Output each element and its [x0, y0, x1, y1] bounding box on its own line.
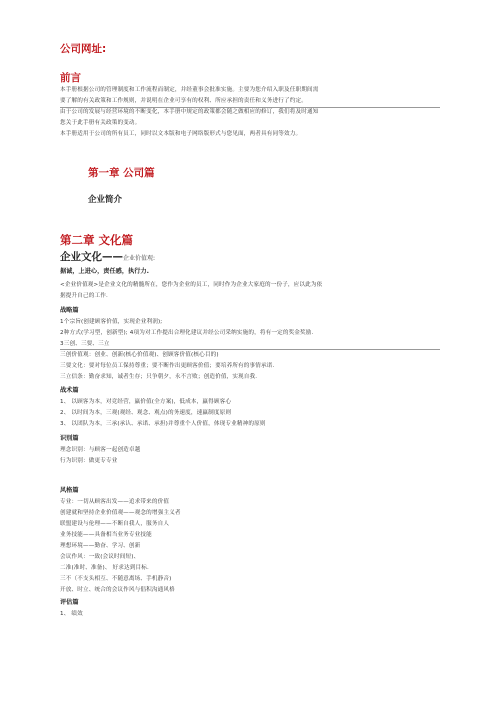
- style-line: 创建就和坚持企业价值观——观念的增强主义者: [60, 510, 181, 516]
- style-line: 联盟建设与伦理——不断自我人，服务自人: [60, 521, 170, 527]
- recognition-title: 识别篇: [60, 435, 79, 442]
- style-line: 开放、时立、统合的会议作风与倡积沟通风格: [60, 587, 175, 593]
- culture-subtitle: 企业价值观:: [123, 255, 156, 262]
- style-title: 风格篇: [60, 487, 79, 494]
- culture-line: 据提升自己的工作.: [60, 293, 108, 299]
- strategy-line: 2种方式(学习型，创新型); 4项为对工作提出合理化建议并经公司采纳实施的，将有一定的奖金奖励.: [60, 330, 314, 336]
- culture-line: <企业价值观>是企业文化的精髓所在，您作为企业的员工，同时作为企业大家庭的一份子，应以此为依: [60, 282, 323, 288]
- style-line: 业务技能——具备相当业务专业技能: [60, 532, 152, 538]
- recognition-line: 理念识别：与顾客一起创造卓越: [60, 447, 141, 453]
- chapter2-title: 第二章 文化篇: [60, 233, 134, 247]
- style-line: 三不（不支头相互、不随意离场、手机静音): [60, 576, 172, 582]
- preface-line: 要了解的有关政策和工作规则，并说明在企业可享有的权利、所应承担的责任和义务进行了约定。: [60, 98, 307, 104]
- divider: [60, 107, 440, 108]
- chapter1-subtitle: 企业简介: [88, 195, 123, 205]
- culture-title-text: 企业文化——: [60, 251, 123, 263]
- preface-title: 前言: [60, 72, 81, 84]
- strategy-line: 三要文化：要对每位员工保持尊重；要不断作出更顾客价值；要培养所有的事情承诺.: [60, 363, 275, 369]
- chapter1-title: 第一章 公司篇: [88, 167, 155, 179]
- style-line: 二准(准时、准备)、 好求达到目标.: [60, 565, 149, 571]
- preface-line: 本手册根据公司的管理制度和工作流程而制定，并经董事会批准实施。主要为您介绍入职及任职期间需: [60, 87, 319, 93]
- strategy-line: 三立信条：勤奋求知，诚者生存；只争朝夕，永不言败；创造价值，实现自我.: [60, 374, 258, 380]
- tactics-line: 3、 以团队为本，三承(承认、承诺、承担)并尊重个人价值，体现专业精神的原则: [60, 421, 266, 427]
- tactics-title: 战术篇: [60, 387, 79, 394]
- tactics-line: 2、 以时间为本，三观(观经、观念、观点)的务速度，速赢制度原则: [60, 410, 232, 416]
- preface-line: 本手册适用于公司的所有员工，同时以文本版和电子网络版形式与您见面，两者具有同等效力。: [60, 131, 302, 137]
- evaluation-line: 1、 绩效: [60, 611, 83, 617]
- strategy-line: 3三创、三要、三立: [60, 341, 110, 347]
- divider: [60, 349, 440, 350]
- preface-line: 您关于此手册有关政策的变动。: [60, 120, 141, 126]
- culture-title: [60, 252, 155, 263]
- style-line: 理想环境——勤奋、学习、创新: [60, 543, 141, 549]
- slogan: 据诚，上进心，责任感，执行力.: [60, 268, 149, 275]
- evaluation-title: 评估篇: [60, 599, 79, 606]
- strategy-title: 战略篇: [60, 307, 79, 314]
- tactics-line: 1、 以顾客为本，对竞经营，赢价值(全方案)，低成本，赢得顾客心: [60, 399, 232, 405]
- preface-line: 由于公司的发展与经营环境的不断变化，本手册中规定的政策都会随之做相应的修订，我们将及时通知: [60, 109, 319, 115]
- strategy-line: 三创价值观：创业、创新(核心价值观)、创顾客价值(核心目的): [60, 352, 219, 358]
- recognition-line: 行为识别：做更专专业: [60, 458, 118, 464]
- style-line: 专业：一切从顾客出发——追求带来的价值: [60, 499, 170, 505]
- style-line: 会议作风：一致(会议时间短)、: [60, 554, 140, 560]
- strategy-line: 1个宗旨(创建顾客价值，实现企业利润);: [60, 319, 163, 325]
- site-label: 公司网址:: [60, 43, 107, 55]
